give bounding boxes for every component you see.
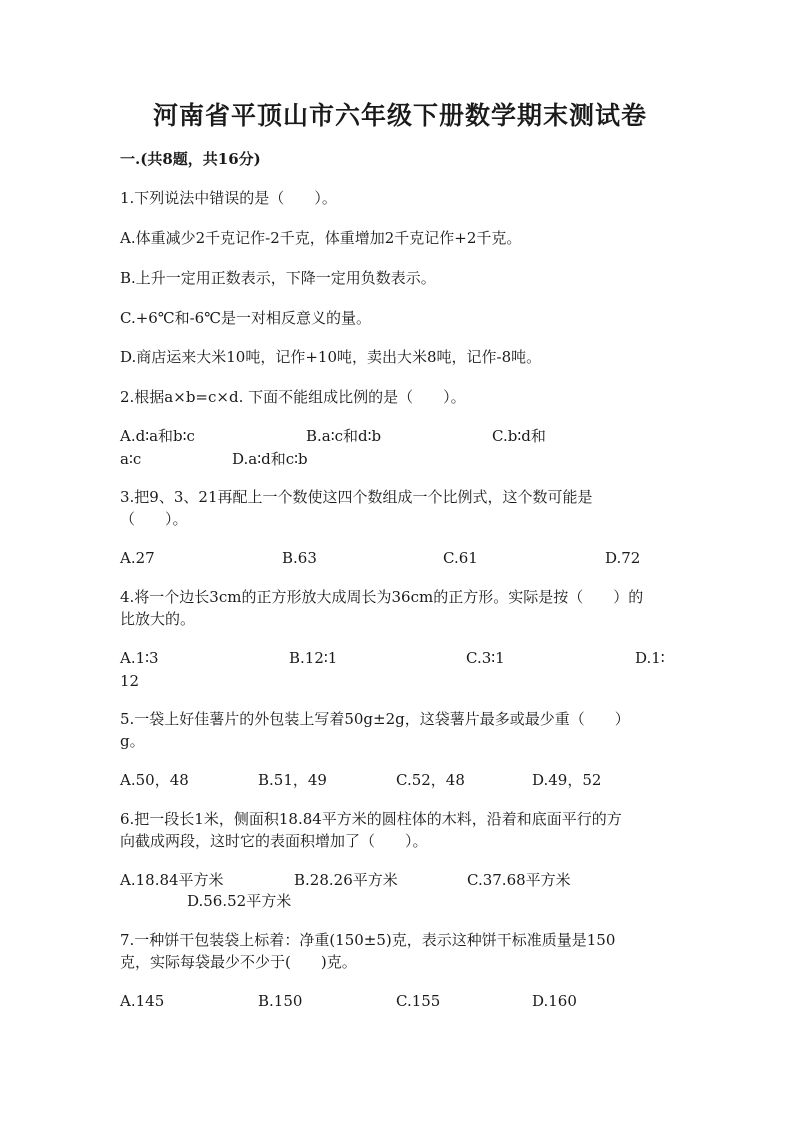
question-7-option-c: C.155: [396, 992, 441, 1010]
question-4-option-b: B.12∶1: [289, 649, 338, 667]
question-7-option-b: B.150: [258, 992, 303, 1010]
question-5-option-d: D.49，52: [532, 771, 602, 789]
question-3-option-c: C.61: [443, 549, 478, 567]
question-5-stem: 5.一袋上好佳薯片的外包装上写着50g±2g，这袋薯片最多或最少重（ ）: [120, 710, 630, 728]
question-2-option-d: D.a∶d和c∶b: [232, 450, 308, 468]
question-1-stem: 1.下列说法中错误的是（ ）。: [120, 189, 337, 207]
question-7-stem: 7.一种饼干包装袋上标着：净重(150±5)克，表示这种饼干标准质量是150: [120, 931, 616, 949]
question-1-option-a: A.体重减少2千克记作-2千克，体重增加2千克记作+2千克。: [120, 229, 522, 247]
question-5-option-a: A.50，48: [120, 771, 189, 789]
question-4-option-a: A.1∶3: [120, 649, 159, 667]
question-3-stem-continued: （ ）。: [120, 510, 188, 528]
question-7-option-d: D.160: [532, 992, 577, 1010]
question-4-stem: 4.将一个边长3cm的正方形放大成周长为36cm的正方形。实际是按（ ）的: [120, 588, 644, 606]
question-2-option-b: B.a∶c和d∶b: [306, 427, 382, 445]
question-4-option-d-continued: 12: [120, 672, 140, 690]
section-heading: 一.(共8题，共16分): [120, 150, 261, 168]
question-2-stem: 2.根据a×b=c×d. 下面不能组成比例的是（ ）。: [120, 388, 466, 406]
question-3-option-b: B.63: [282, 549, 317, 567]
question-7-stem-continued: 克，实际每袋最少不少于( )克。: [120, 953, 357, 971]
question-3-option-a: A.27: [120, 549, 155, 567]
question-5-option-c: C.52，48: [396, 771, 465, 789]
question-5-stem-continued: g。: [120, 732, 145, 750]
question-1-option-b: B.上升一定用正数表示，下降一定用负数表示。: [120, 269, 436, 287]
question-6-option-c: C.37.68平方米: [467, 871, 571, 889]
question-6-stem: 6.把一段长1米，侧面积18.84平方米的圆柱体的木料，沿着和底面平行的方: [120, 810, 622, 828]
question-4-option-d: D.1∶: [635, 649, 665, 667]
question-6-stem-continued: 向截成两段，这时它的表面积增加了（ ）。: [120, 832, 428, 850]
question-6-option-a: A.18.84平方米: [120, 871, 224, 889]
question-2-option-c: C.b∶d和: [492, 427, 546, 445]
question-3-stem: 3.把9、3、21再配上一个数使这四个数组成一个比例式，这个数可能是: [120, 488, 593, 506]
question-6-option-d: D.56.52平方米: [187, 892, 292, 910]
question-5-option-b: B.51，49: [258, 771, 327, 789]
question-1-option-d: D.商店运来大米10吨，记作+10吨，卖出大米8吨，记作-8吨。: [120, 348, 542, 366]
question-6-option-b: B.28.26平方米: [294, 871, 398, 889]
question-3-option-d: D.72: [605, 549, 641, 567]
question-4-option-c: C.3∶1: [466, 649, 505, 667]
question-4-stem-continued: 比放大的。: [120, 610, 196, 628]
question-7-option-a: A.145: [120, 992, 165, 1010]
question-2-option-a: A.d∶a和b∶c: [120, 427, 195, 445]
question-1-option-c: C.+6℃和-6℃是一对相反意义的量。: [120, 309, 371, 327]
question-2-option-c-continued: a∶c: [120, 450, 142, 468]
page-title: 河南省平顶山市六年级下册数学期末测试卷: [152, 101, 647, 130]
